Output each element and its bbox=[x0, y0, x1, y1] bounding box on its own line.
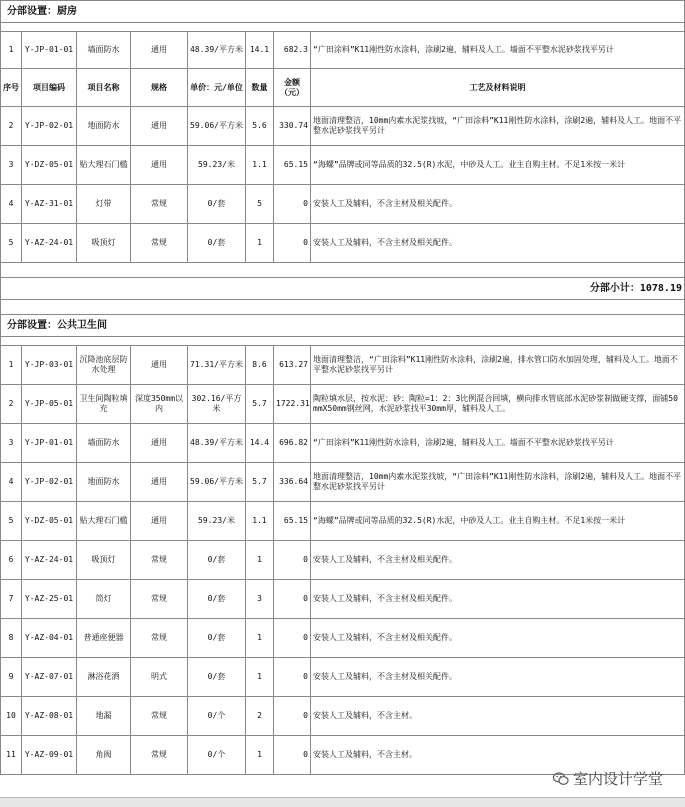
table-row[interactable]: 11 Y-AZ-09-01 角阀 常规 0/个 1 0 安装人工及辅料，不含主材。 bbox=[1, 736, 685, 775]
table-row[interactable]: 7 Y-AZ-25-01 筒灯 常规 0/套 3 0 安装人工及辅料，不含主材及相关配件。 bbox=[1, 580, 685, 619]
table-row[interactable]: 4 Y-AZ-31-01 灯带 常规 0/套 5 0 安装人工及辅料，不含主材及相关配件。 bbox=[1, 185, 685, 224]
table-row[interactable]: 3 Y-JP-01-01 墙面防水 通用 48.39/平方米 14.4 696.82 “广田涂料”K11刚性防水涂料，涂刷2遍，辅料及人工。墙面不平整水泥砂浆找平另计 bbox=[1, 424, 685, 463]
table-row[interactable]: 1 Y-JP-03-01 沉降池底层防水处理 通用 71.31/平方米 8.6 613.27 地面清理整洁，“广田涂料”K11刚性防水涂料，涂刷2遍，排水管口防水加固处理，辅料及人工。地面不平整水泥砂浆找平另计 bbox=[1, 346, 685, 385]
table-row[interactable]: 1 Y-JP-01-01 墙面防水 通用 48.39/平方米 14.1 682.3 “广田涂料”K11刚性防水涂料，涂刷2遍，辅料及人工。墙面不平整水泥砂浆找平另计 bbox=[1, 32, 685, 69]
header-desc: 工艺及材料说明 bbox=[311, 69, 685, 107]
table-row[interactable]: 9 Y-AZ-07-01 淋浴花洒 明式 0/套 1 0 安装人工及辅料，不含主材及相关配件。 bbox=[1, 658, 685, 697]
subtotal-row bbox=[1, 278, 685, 300]
header-qty: 数量 bbox=[246, 69, 274, 107]
header-price: 单价：元/单位 bbox=[188, 69, 246, 107]
watermark bbox=[553, 768, 663, 789]
watermark-text: 室内设计学堂 bbox=[572, 770, 663, 788]
table-row[interactable]: 4 Y-JP-02-01 地面防水 通用 59.06/平方米 5.7 336.64 地面清理整洁，10mm内素水泥浆找坡，“广田涂料”K11刚性防水涂料，涂刷2遍，辅料及人工。地面不平整水泥砂浆找平另计 bbox=[1, 463, 685, 502]
table-row[interactable]: 6 Y-AZ-24-01 吸顶灯 常规 0/套 1 0 安装人工及辅料，不含主材及相关配件。 bbox=[1, 541, 685, 580]
table-row[interactable]: 2 Y-JP-05-01 卫生间陶粒填充 深度350mm以内 302.16/平方米 5.7 1722.31 陶粒填水层，按水泥：砂：陶粒=1：2：3比例混合回填，横向排水管底部水泥砂浆制做硬支撑，面铺50mmX50mm钢丝网，水泥砂浆找平30mm厚，辅料及人工。 bbox=[1, 385, 685, 424]
section-title: 分部设置：公共卫生间 bbox=[1, 315, 685, 337]
header-code: 项目编码 bbox=[22, 69, 77, 107]
table-row[interactable]: 2 Y-JP-02-01 地面防水 通用 59.06/平方米 5.6 330.74 地面清理整洁，10mm内素水泥浆找坡，“广田涂料”K11刚性防水涂料，涂刷2遍，辅料及人工。地面不平整水泥砂浆找平另计 bbox=[1, 107, 685, 146]
table-header bbox=[1, 69, 685, 107]
header-amount: 金额（元） bbox=[274, 69, 311, 107]
header-spec: 规格 bbox=[131, 69, 188, 107]
section-title: 分部设置：厨房 bbox=[1, 1, 685, 23]
section-title-row bbox=[1, 1, 685, 23]
section-subtotal: 分部小计：1078.19 bbox=[1, 278, 685, 300]
header-no: 序号 bbox=[1, 69, 22, 107]
table-row[interactable]: 10 Y-AZ-08-01 地漏 常规 0/个 2 0 安装人工及辅料，不含主材。 bbox=[1, 697, 685, 736]
table-row[interactable]: 5 Y-AZ-24-01 吸顶灯 常规 0/套 1 0 安装人工及辅料，不含主材及相关配件。 bbox=[1, 224, 685, 263]
header-name: 项目名称 bbox=[77, 69, 131, 107]
wechat-icon bbox=[553, 772, 569, 786]
table-row[interactable]: 8 Y-AZ-04-01 普通座便器 常规 0/套 1 0 安装人工及辅料，不含主材及相关配件。 bbox=[1, 619, 685, 658]
section-title-row bbox=[1, 315, 685, 337]
table-row[interactable]: 5 Y-DZ-05-01 贴大理石门槛 通用 59.23/米 1.1 65.15 “海螺”品牌或同等品质的32.5(R)水泥，中砂及人工。业主自购主材。不足1米按一米计 bbox=[1, 502, 685, 541]
table-row[interactable]: 3 Y-DZ-05-01 贴大理石门槛 通用 59.23/米 1.1 65.15 “海螺”品牌或同等品质的32.5(R)水泥，中砂及人工。业主自购主材。不足1米按一米计 bbox=[1, 146, 685, 185]
